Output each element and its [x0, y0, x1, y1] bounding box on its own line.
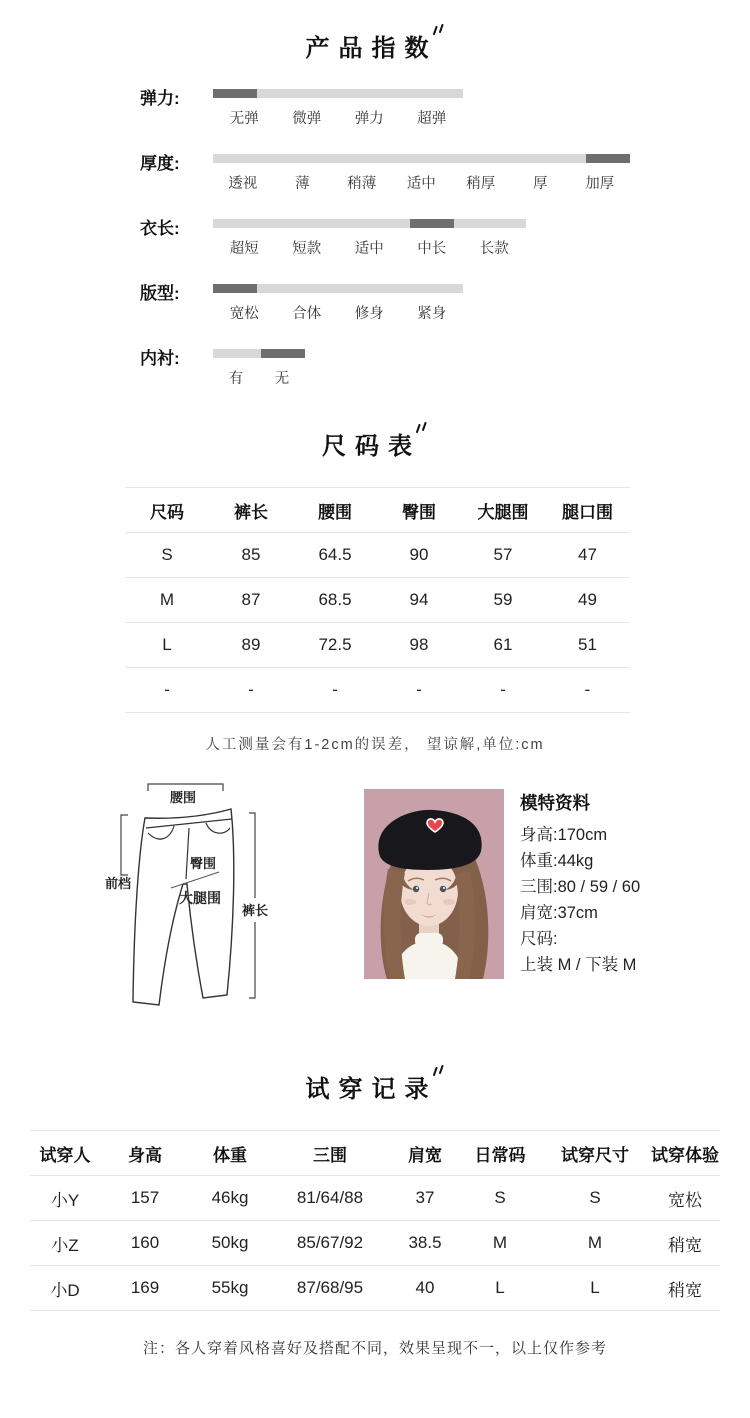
product-index-rows: [140, 89, 750, 388]
column-header: 身高: [100, 1131, 190, 1176]
index-track: [213, 349, 305, 358]
table-cell: S: [460, 1176, 540, 1221]
right-pocket-line: [206, 823, 230, 833]
table-cell: 68.5: [293, 578, 377, 623]
fitting-records-table: [30, 1130, 720, 1311]
index-option-label: 超弹: [417, 111, 447, 127]
title-accent-icon: [431, 1064, 445, 1078]
table-cell: 38.5: [390, 1221, 460, 1266]
index-option-label: 长款: [479, 241, 509, 257]
index-row: [140, 89, 750, 128]
table-cell: 61: [461, 623, 545, 668]
fitting-records-title: [0, 1069, 750, 1104]
size-chart-note: 人工测量会有1-2cm的误差， 望谅解,单位:cm: [205, 737, 545, 753]
table-cell: 81/64/88: [270, 1176, 390, 1221]
index-row-label: 厚度:: [140, 154, 180, 173]
model-size-label: 尺码:: [520, 930, 558, 948]
table-cell: 169: [100, 1266, 190, 1311]
table-cell: -: [209, 668, 293, 713]
fitting-records-section: [0, 1069, 750, 1358]
hip-line: [171, 872, 219, 888]
index-option-label: 修身: [354, 306, 384, 322]
index-fill: [213, 89, 257, 98]
index-option-label: 无弹: [229, 111, 259, 127]
table-cell: 59: [461, 578, 545, 623]
column-header: 试穿人: [30, 1131, 100, 1176]
size-chart-section: [0, 426, 750, 754]
index-option-label: 超短: [229, 241, 259, 257]
table-body: [30, 1176, 720, 1311]
table-cell: 40: [390, 1266, 460, 1311]
model-info: [520, 790, 640, 978]
table-cell: 94: [377, 578, 461, 623]
right-eye-highlight: [443, 887, 445, 889]
waist-label: 腰围: [170, 790, 197, 805]
product-index-title: [0, 0, 750, 63]
table-cell: 50kg: [190, 1221, 270, 1266]
table-row: [125, 623, 630, 668]
table-cell: 小D: [30, 1266, 100, 1311]
table-cell: S: [125, 533, 209, 578]
table-cell: 157: [100, 1176, 190, 1221]
index-options: [213, 237, 526, 258]
index-option-label: 厚: [533, 176, 548, 192]
measurement-diagram: [103, 776, 358, 1011]
index-fill: [261, 349, 305, 358]
index-row: [140, 154, 750, 193]
table-cell: 87/68/95: [270, 1266, 390, 1311]
table-cell: L: [540, 1266, 650, 1311]
model-height: 身高:170cm: [520, 826, 608, 844]
header-row: [30, 1131, 720, 1176]
table-cell: 51: [545, 623, 630, 668]
product-index-section: [0, 0, 750, 388]
left-eye-highlight: [416, 887, 418, 889]
model-weight: 体重:44kg: [520, 852, 594, 870]
index-option-label: 中长: [417, 241, 447, 257]
column-header: 三围: [270, 1131, 390, 1176]
right-blush: [443, 899, 455, 905]
index-option-label: 加厚: [585, 176, 615, 192]
index-option-label: 适中: [354, 241, 384, 257]
index-row-label: 弹力:: [140, 89, 180, 108]
index-option-label: 稍薄: [347, 176, 377, 192]
table-cell: 49: [545, 578, 630, 623]
model-photo: [364, 789, 504, 979]
column-header: 尺码: [125, 488, 209, 533]
index-option-label: 短款: [292, 241, 322, 257]
column-header: 裤长: [209, 488, 293, 533]
waistband-line: [146, 819, 232, 828]
index-track: [213, 284, 463, 293]
index-option-label: 宽松: [229, 306, 259, 322]
table-row: [125, 668, 630, 713]
table-cell: L: [460, 1266, 540, 1311]
index-bar-column: [213, 219, 526, 258]
table-cell: -: [545, 668, 630, 713]
model-size-value: 上装 M / 下装 M: [520, 956, 637, 974]
table-cell: 宽松: [650, 1176, 720, 1221]
table-cell: 57: [461, 533, 545, 578]
table-cell: -: [461, 668, 545, 713]
table-cell: 小Y: [30, 1176, 100, 1221]
table-cell: 89: [209, 623, 293, 668]
index-options: [213, 107, 463, 128]
size-chart-title: [0, 426, 750, 461]
thigh-label: 大腿围: [179, 890, 221, 906]
column-header: 试穿尺寸: [540, 1131, 650, 1176]
fly-line: [186, 828, 189, 879]
pant-length-label: 裤长: [242, 903, 269, 918]
table-cell: -: [293, 668, 377, 713]
index-option-label: 稍厚: [466, 176, 496, 192]
column-header: 腿口围: [545, 488, 630, 533]
table-cell: -: [125, 668, 209, 713]
table-cell: 37: [390, 1176, 460, 1221]
index-track: [213, 219, 526, 228]
table-cell: 小Z: [30, 1221, 100, 1266]
column-header: 臀围: [377, 488, 461, 533]
index-bar-column: [213, 349, 305, 388]
index-option-label: 微弹: [292, 111, 322, 127]
column-header: 试穿体验: [650, 1131, 720, 1176]
table-cell: M: [460, 1221, 540, 1266]
title-accent-icon: [431, 23, 445, 37]
index-fill: [586, 154, 630, 163]
model-measurements: 三围:80 / 59 / 60: [520, 878, 641, 896]
table-cell: 47: [545, 533, 630, 578]
table-cell: 98: [377, 623, 461, 668]
index-bar-column: [213, 284, 463, 323]
index-options: [213, 172, 630, 193]
pants-outline: [133, 809, 234, 1005]
left-eye: [413, 886, 419, 892]
table-cell: 85: [209, 533, 293, 578]
front-rise-label: 前档: [105, 876, 132, 891]
pant-length-bracket-top: [249, 813, 255, 898]
table-cell: 稍宽: [650, 1266, 720, 1311]
sweater-collar: [415, 933, 443, 947]
index-fill: [410, 219, 454, 228]
index-bar-column: [213, 154, 630, 193]
right-eye: [440, 886, 446, 892]
column-header: 腰围: [293, 488, 377, 533]
left-blush: [404, 899, 416, 905]
index-row-label: 内衬:: [140, 349, 180, 368]
table-cell: 64.5: [293, 533, 377, 578]
index-option-label: 透视: [228, 176, 258, 192]
index-track: [213, 89, 463, 98]
bottom-spacer: [0, 1358, 750, 1418]
index-option-label: 紧身: [417, 306, 447, 322]
product-index-title-text: 产品指数: [305, 35, 438, 62]
model-info-title: 模特资料: [520, 793, 590, 813]
table-cell: 72.5: [293, 623, 377, 668]
size-chart-title-text: 尺码表: [322, 433, 421, 460]
table-head: [125, 488, 630, 533]
size-chart-table: [125, 487, 630, 713]
index-option-label: 合体: [292, 306, 322, 322]
model-shoulder: 肩宽:37cm: [520, 904, 598, 922]
table-cell: 稍宽: [650, 1221, 720, 1266]
index-option-label: 有: [228, 371, 244, 387]
front-rise-bracket: [121, 815, 128, 875]
table-cell: 85/67/92: [270, 1221, 390, 1266]
table-row: [125, 533, 630, 578]
column-header: 体重: [190, 1131, 270, 1176]
index-row: [140, 219, 750, 258]
index-options: [213, 367, 305, 388]
index-track: [213, 154, 630, 163]
index-options: [213, 302, 463, 323]
pant-length-bracket-bottom: [249, 922, 255, 998]
index-row-label: 版型:: [140, 284, 180, 303]
table-body: [125, 533, 630, 713]
index-option-label: 无: [274, 371, 290, 387]
table-cell: 55kg: [190, 1266, 270, 1311]
title-accent-icon: [414, 421, 428, 435]
table-cell: M: [125, 578, 209, 623]
table-cell: 87: [209, 578, 293, 623]
column-header: 肩宽: [390, 1131, 460, 1176]
table-row: [30, 1266, 720, 1311]
table-cell: 90: [377, 533, 461, 578]
index-option-label: 适中: [406, 176, 436, 192]
table-row: [125, 578, 630, 623]
table-cell: S: [540, 1176, 650, 1221]
index-row-label: 衣长:: [140, 219, 180, 238]
table-cell: 160: [100, 1221, 190, 1266]
table-cell: L: [125, 623, 209, 668]
fitting-records-note: 注：各人穿着风格喜好及搭配不同，效果呈现不一，以上仅作参考: [142, 1340, 607, 1357]
table-row: [30, 1176, 720, 1221]
model-section: [103, 776, 750, 1011]
hip-label: 臀围: [190, 856, 217, 871]
index-row: [140, 284, 750, 323]
table-cell: 46kg: [190, 1176, 270, 1221]
fitting-records-title-text: 试穿记录: [305, 1076, 438, 1103]
column-header: 日常码: [460, 1131, 540, 1176]
table-cell: M: [540, 1221, 650, 1266]
header-row: [125, 488, 630, 533]
index-row: [140, 349, 750, 388]
table-cell: -: [377, 668, 461, 713]
index-bar-column: [213, 89, 463, 128]
index-option-label: 薄: [295, 176, 310, 192]
table-row: [30, 1221, 720, 1266]
index-option-label: 弹力: [354, 111, 384, 127]
column-header: 大腿围: [461, 488, 545, 533]
table-head: [30, 1131, 720, 1176]
index-fill: [213, 284, 257, 293]
